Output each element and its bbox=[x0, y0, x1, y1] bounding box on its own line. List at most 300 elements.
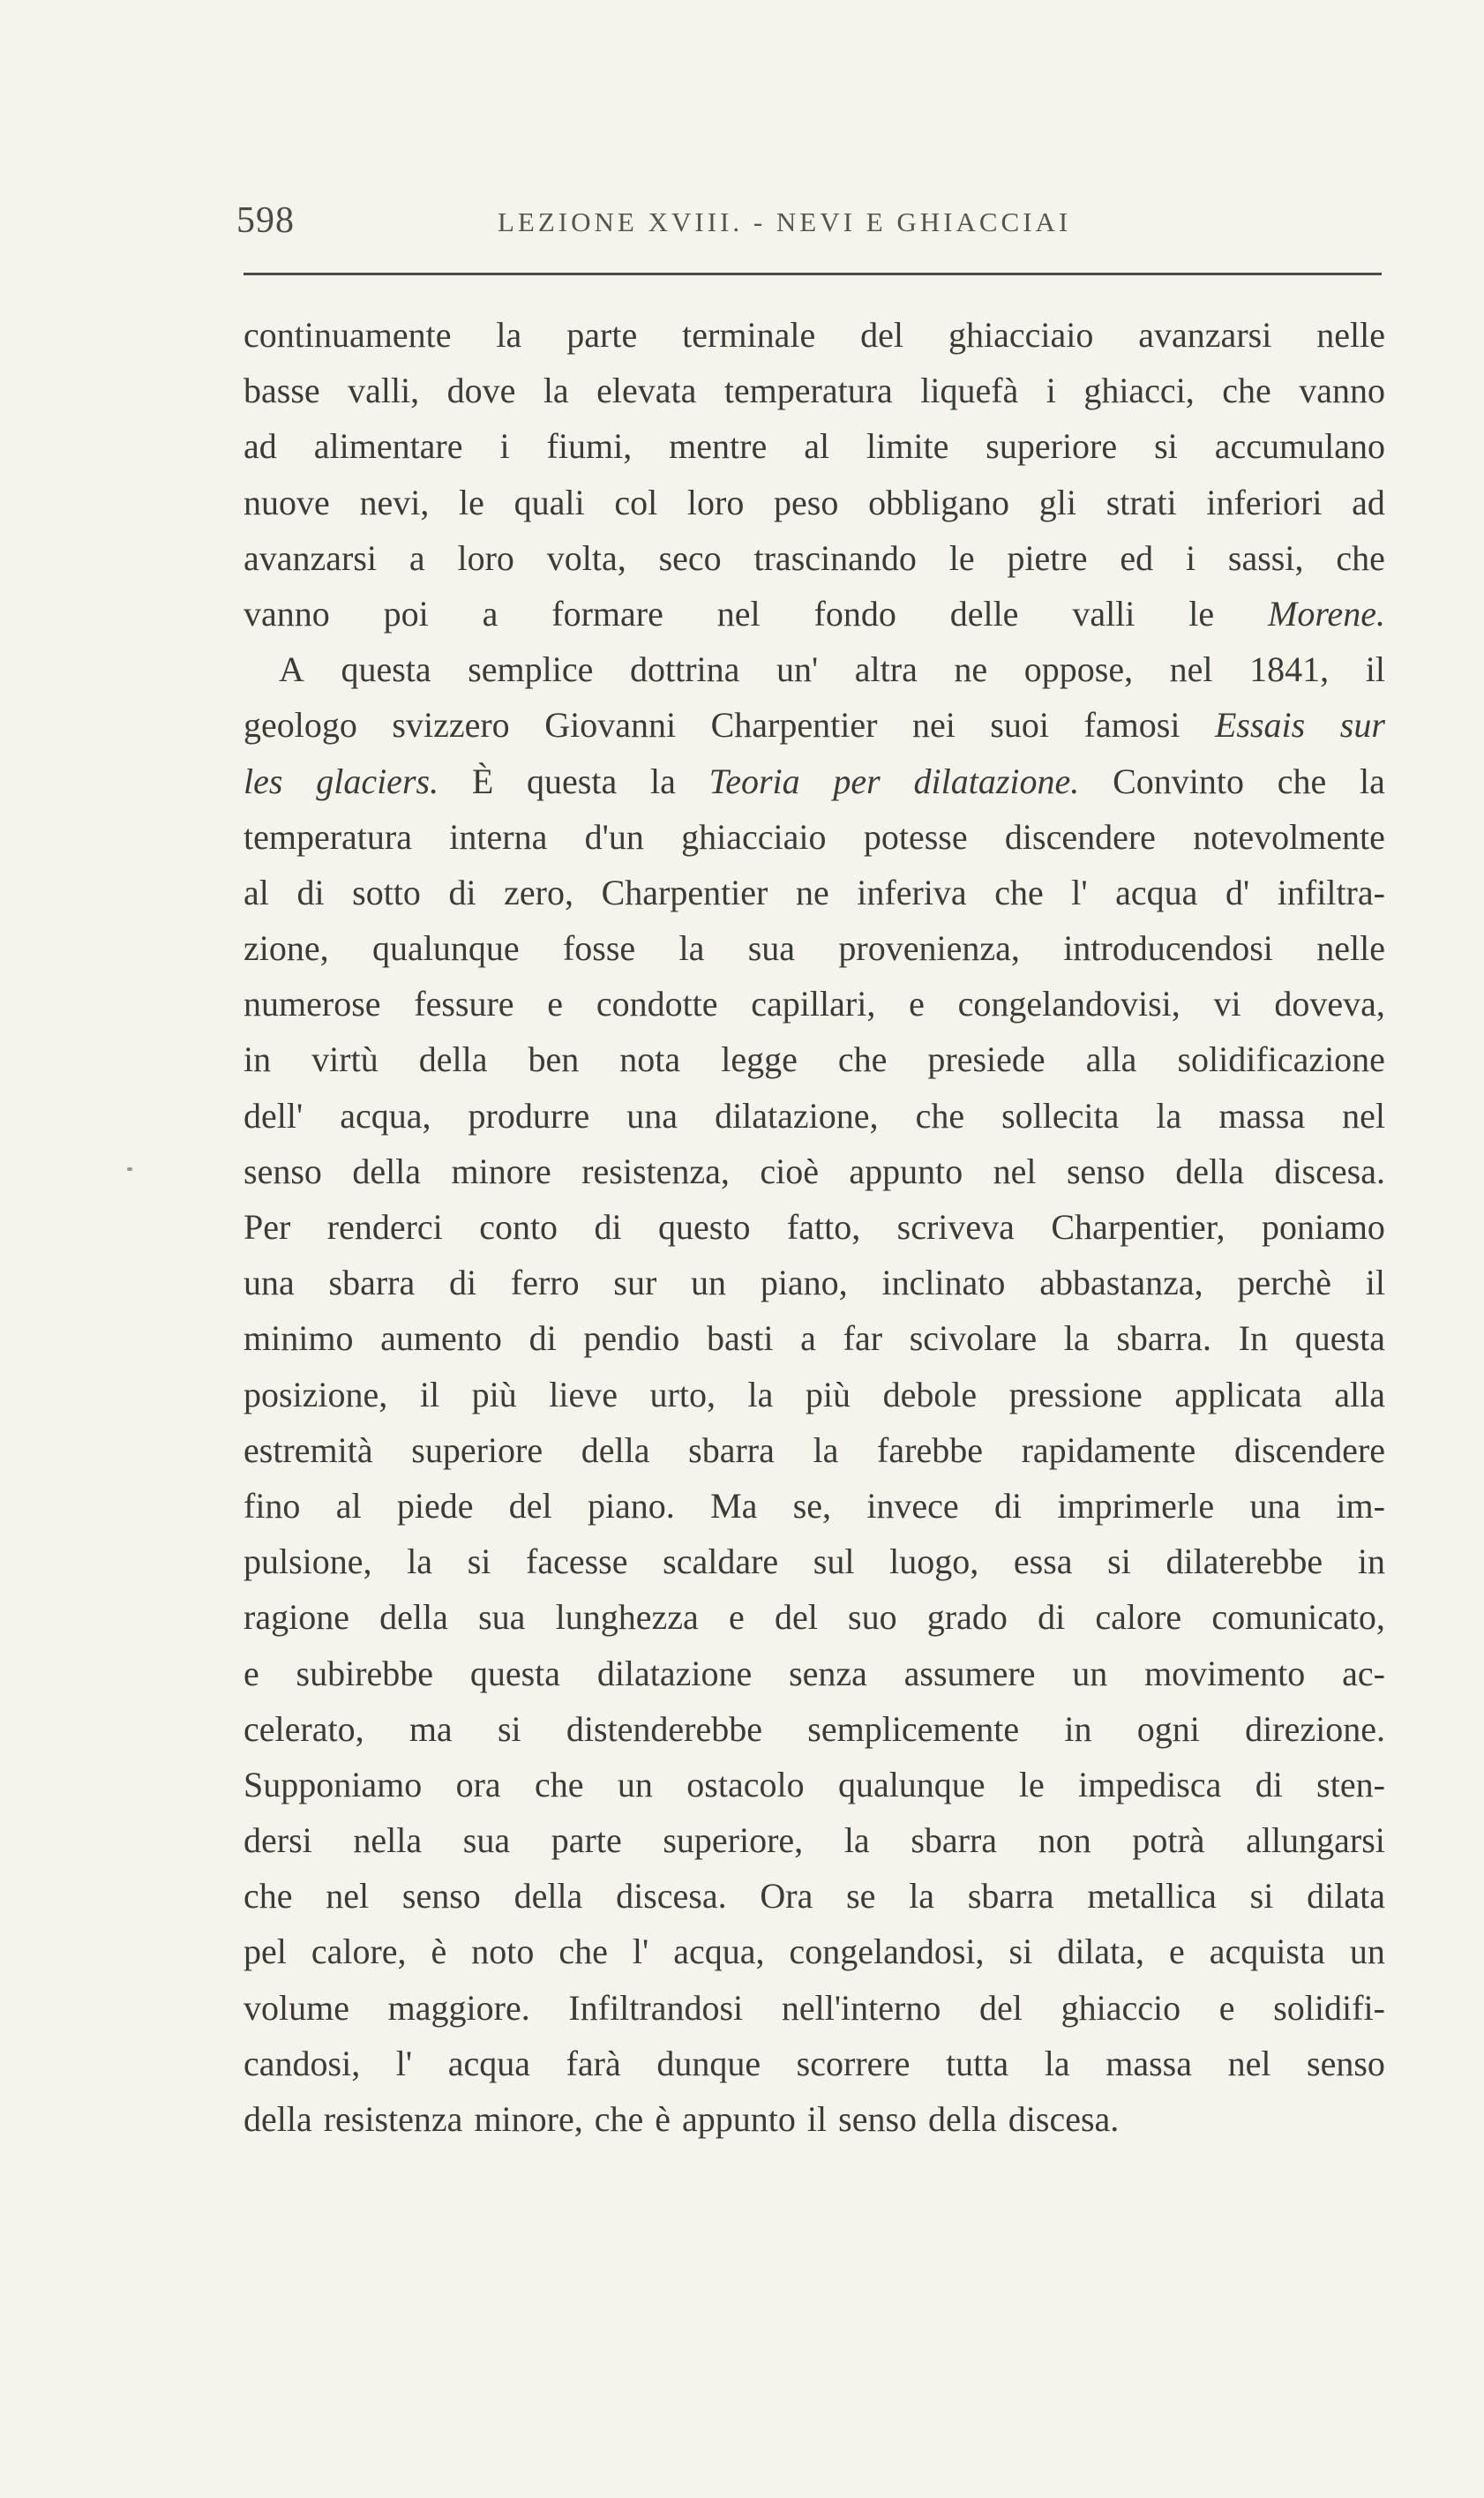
word: la bbox=[496, 315, 522, 355]
word: ad bbox=[1352, 482, 1385, 522]
word: comunicato, bbox=[1211, 1597, 1385, 1638]
word: sbarra bbox=[688, 1429, 775, 1470]
running-head: LEZIONE XVIII. - NEVI E GHIACCIAI bbox=[498, 206, 1072, 237]
text-line bbox=[244, 1924, 1385, 1979]
word: temperatura bbox=[723, 371, 893, 411]
text-line bbox=[244, 641, 1385, 697]
word: si bbox=[467, 1542, 491, 1582]
word: temperatura bbox=[244, 816, 412, 857]
text-line bbox=[244, 1199, 1385, 1255]
word: debole bbox=[882, 1374, 978, 1414]
word: discesa. bbox=[616, 1876, 727, 1917]
word: direzione. bbox=[1245, 1708, 1385, 1749]
word: continuamente bbox=[244, 315, 452, 355]
word: la bbox=[1044, 2043, 1070, 2083]
word: fessure bbox=[414, 984, 514, 1024]
word: se, bbox=[792, 1485, 832, 1526]
word: candosi, bbox=[244, 2043, 361, 2083]
word: una bbox=[1249, 1485, 1301, 1526]
word: È bbox=[471, 761, 494, 801]
word: di bbox=[1255, 1764, 1283, 1804]
word: che bbox=[535, 1764, 584, 1804]
word: Charpentier bbox=[710, 705, 878, 746]
word: l' bbox=[1071, 872, 1088, 912]
word: questa bbox=[527, 761, 618, 801]
text-line bbox=[244, 1980, 1385, 2036]
word: della bbox=[352, 1151, 422, 1191]
word: nel bbox=[716, 593, 761, 634]
word: al bbox=[244, 872, 269, 912]
word: In bbox=[1238, 1318, 1269, 1359]
word: sua bbox=[747, 928, 796, 969]
word: nei bbox=[911, 705, 956, 746]
word: pel bbox=[244, 1932, 287, 1972]
word: avanzarsi bbox=[244, 537, 378, 578]
word: sbarra bbox=[328, 1263, 416, 1303]
word: del bbox=[774, 1597, 818, 1638]
word: resistenza bbox=[323, 2099, 463, 2139]
word: si bbox=[1249, 1876, 1274, 1917]
text-line bbox=[244, 418, 1385, 474]
word: si bbox=[1008, 1932, 1033, 1972]
word: basti bbox=[706, 1318, 774, 1359]
text-line bbox=[244, 1701, 1385, 1757]
word: è bbox=[431, 1932, 447, 1972]
word: im- bbox=[1336, 1485, 1385, 1526]
word: oppose, bbox=[1023, 649, 1134, 690]
word: ben bbox=[528, 1039, 580, 1080]
text-line bbox=[244, 865, 1385, 920]
word: scivolare bbox=[909, 1318, 1038, 1359]
word: Giovanni bbox=[544, 705, 677, 746]
text-line bbox=[244, 1868, 1385, 1924]
word: discesa. bbox=[1008, 2099, 1120, 2139]
word: ghiacciaio bbox=[948, 315, 1094, 355]
word: famosi bbox=[1083, 705, 1180, 746]
word: capillari, bbox=[751, 984, 876, 1024]
word: assumere bbox=[903, 1653, 1036, 1693]
word: lieve bbox=[549, 1374, 618, 1414]
word: sollecita bbox=[1001, 1095, 1120, 1136]
word: d'un bbox=[584, 816, 644, 857]
word: presiede bbox=[927, 1039, 1046, 1080]
word: nelle bbox=[1316, 315, 1385, 355]
word: vanno bbox=[1299, 371, 1385, 411]
word: ne bbox=[795, 872, 829, 912]
word: suoi bbox=[990, 705, 1050, 746]
text-line bbox=[244, 2036, 1385, 2091]
word: che bbox=[244, 1876, 293, 1917]
word: fosse bbox=[562, 928, 636, 969]
word: pulsione, bbox=[244, 1542, 372, 1582]
word: le bbox=[1188, 593, 1215, 634]
word: questa bbox=[341, 649, 431, 690]
word: questo bbox=[658, 1207, 751, 1247]
word: le bbox=[459, 482, 484, 522]
word: ma bbox=[408, 1708, 453, 1749]
word: minore bbox=[451, 1151, 551, 1191]
word: un bbox=[1072, 1653, 1108, 1693]
word: volume bbox=[244, 1987, 349, 2028]
word: minore, bbox=[474, 2099, 583, 2139]
word: farebbe bbox=[877, 1429, 983, 1470]
word: pressione bbox=[1008, 1374, 1143, 1414]
word: minimo bbox=[244, 1318, 354, 1359]
word: che bbox=[837, 1039, 888, 1080]
word: che bbox=[1277, 761, 1327, 801]
word: dilaterebbe bbox=[1165, 1542, 1323, 1582]
word: pietre bbox=[1007, 537, 1088, 578]
word: e bbox=[728, 1597, 745, 1638]
word: movimento bbox=[1144, 1653, 1306, 1693]
word: estremità bbox=[244, 1429, 373, 1470]
text-line bbox=[244, 976, 1385, 1031]
word: poi bbox=[383, 593, 429, 634]
word: di bbox=[993, 1485, 1023, 1526]
word: discesa. bbox=[1274, 1151, 1385, 1191]
word: luogo, bbox=[889, 1542, 979, 1582]
word: perchè bbox=[1237, 1263, 1331, 1303]
text-line bbox=[244, 697, 1385, 753]
word: poniamo bbox=[1261, 1207, 1385, 1247]
word: Ma bbox=[710, 1485, 758, 1526]
word: conto bbox=[479, 1207, 558, 1247]
word: suo bbox=[848, 1597, 897, 1638]
word: provenienza, bbox=[838, 928, 1020, 969]
word: accumulano bbox=[1214, 426, 1385, 467]
word: inclinato bbox=[881, 1263, 1006, 1303]
word: dell' bbox=[244, 1095, 304, 1136]
word: applicata bbox=[1174, 1374, 1302, 1414]
word: dilata, bbox=[1057, 1932, 1145, 1972]
word: dilatazione. bbox=[913, 761, 1080, 801]
word: gli bbox=[1038, 482, 1076, 522]
word: metallica bbox=[1087, 1876, 1217, 1917]
word: la bbox=[1156, 1095, 1182, 1136]
word: dunque bbox=[656, 2043, 761, 2083]
word: sbarra. bbox=[1116, 1318, 1212, 1359]
word: valli, bbox=[348, 371, 420, 411]
word: vanno bbox=[244, 593, 330, 634]
word: volta, bbox=[546, 537, 626, 578]
word: e bbox=[547, 984, 564, 1024]
word: della bbox=[1175, 1151, 1245, 1191]
word: piano. bbox=[587, 1485, 675, 1526]
word: parte bbox=[551, 1820, 622, 1861]
word: strati bbox=[1106, 482, 1177, 522]
word: un bbox=[691, 1263, 727, 1303]
word: ghiacciaio bbox=[681, 816, 827, 857]
word: sur bbox=[1339, 705, 1385, 746]
word: del bbox=[860, 315, 904, 355]
page-header bbox=[236, 199, 1383, 252]
word: scaldare bbox=[663, 1542, 779, 1582]
word: senso bbox=[244, 1151, 322, 1191]
word: numerose bbox=[244, 984, 381, 1024]
word: 1841, bbox=[1249, 649, 1330, 690]
word: un bbox=[1349, 1932, 1385, 1972]
word: liquefà bbox=[920, 371, 1019, 411]
word: sbarra bbox=[911, 1820, 998, 1861]
word: non bbox=[1038, 1820, 1091, 1861]
word: dersi bbox=[244, 1820, 312, 1861]
text-line bbox=[244, 586, 1385, 641]
word: pendio bbox=[583, 1318, 680, 1359]
word: la bbox=[678, 928, 705, 969]
word: la bbox=[1360, 761, 1385, 801]
word: qualunque bbox=[837, 1764, 986, 1804]
word: obbligano bbox=[868, 482, 1010, 522]
word: si bbox=[1107, 1542, 1131, 1582]
word: di bbox=[1038, 1597, 1066, 1638]
word: qualunque bbox=[371, 928, 520, 969]
word: la bbox=[813, 1429, 839, 1470]
word: sul bbox=[813, 1542, 855, 1582]
word: questa bbox=[1294, 1318, 1385, 1359]
word: limite bbox=[866, 426, 949, 467]
word: solidifi- bbox=[1273, 1987, 1385, 2028]
word: nell'interno bbox=[781, 1987, 941, 2028]
word: a bbox=[800, 1318, 816, 1359]
word: che bbox=[994, 872, 1044, 912]
word: superiore bbox=[986, 426, 1118, 467]
word: i bbox=[1185, 537, 1196, 578]
word: di bbox=[528, 1318, 557, 1359]
word: che bbox=[594, 2099, 644, 2139]
word: la bbox=[747, 1374, 774, 1414]
word: il bbox=[419, 1374, 440, 1414]
word: al bbox=[335, 1485, 362, 1526]
word: resistenza, bbox=[581, 1151, 730, 1191]
word: una bbox=[244, 1263, 295, 1303]
word: svizzero bbox=[392, 705, 510, 746]
word: di bbox=[594, 1207, 622, 1247]
word: più bbox=[805, 1374, 851, 1414]
word: formare bbox=[551, 593, 663, 634]
text-line bbox=[244, 1534, 1385, 1589]
word: più bbox=[471, 1374, 517, 1414]
word: Ora bbox=[760, 1876, 813, 1917]
word: loro bbox=[457, 537, 514, 578]
word: congelandosi, bbox=[789, 1932, 985, 1972]
word: calore, bbox=[311, 1932, 407, 1972]
word: ad bbox=[244, 426, 277, 467]
word: dilatazione bbox=[596, 1653, 753, 1693]
word: A bbox=[279, 649, 304, 690]
word: potrà bbox=[1132, 1820, 1205, 1861]
word: della bbox=[379, 1597, 448, 1638]
word: inferiva bbox=[857, 872, 967, 912]
word: nel bbox=[1342, 1095, 1385, 1136]
word: sotto bbox=[352, 872, 421, 912]
word: notevolmente bbox=[1193, 816, 1385, 857]
word: sassi, bbox=[1227, 537, 1304, 578]
word: ogni bbox=[1136, 1708, 1200, 1749]
word: a bbox=[408, 537, 425, 578]
word: i bbox=[499, 426, 510, 467]
word: senza bbox=[789, 1653, 867, 1693]
word: un' bbox=[776, 649, 819, 690]
word: posizione, bbox=[244, 1374, 388, 1414]
word: il bbox=[1365, 649, 1385, 690]
word: ostacolo bbox=[686, 1764, 805, 1804]
word: potesse bbox=[863, 816, 968, 857]
text-line bbox=[244, 920, 1385, 976]
word: superiore bbox=[411, 1429, 543, 1470]
word: del bbox=[979, 1987, 1023, 2028]
word: essa bbox=[1013, 1542, 1073, 1582]
word: della bbox=[928, 2099, 997, 2139]
word: altra bbox=[854, 649, 918, 690]
word: geologo bbox=[244, 705, 357, 746]
word: d' bbox=[1225, 872, 1250, 912]
word: senso bbox=[838, 2099, 918, 2139]
word: discendere bbox=[1233, 1429, 1385, 1470]
word: avanzarsi bbox=[1138, 315, 1272, 355]
word: nel bbox=[326, 1876, 370, 1917]
word: ferro bbox=[510, 1263, 580, 1303]
word: che bbox=[558, 1932, 608, 1972]
text-line bbox=[244, 530, 1385, 586]
text-line bbox=[244, 754, 1385, 809]
word: appunto bbox=[682, 2099, 796, 2139]
word: zione, bbox=[244, 928, 329, 969]
word: di bbox=[448, 872, 476, 912]
word: si bbox=[1154, 426, 1178, 467]
word: se bbox=[846, 1876, 876, 1917]
word: acqua bbox=[1115, 872, 1198, 912]
word: massa bbox=[1218, 1095, 1306, 1136]
word: le bbox=[1018, 1764, 1045, 1804]
word: senso bbox=[1066, 1151, 1145, 1191]
text-line bbox=[244, 1088, 1385, 1144]
word: semplice bbox=[468, 649, 594, 690]
word: e bbox=[1218, 1987, 1235, 2028]
word: seco bbox=[658, 537, 722, 578]
word: e bbox=[1169, 1932, 1185, 1972]
word: sbarra bbox=[967, 1876, 1054, 1917]
word: cioè bbox=[760, 1151, 819, 1191]
word: Charpentier, bbox=[1051, 1207, 1225, 1247]
word: nuove bbox=[244, 482, 330, 522]
word: Convinto bbox=[1113, 761, 1244, 801]
word: ac- bbox=[1342, 1653, 1385, 1693]
word: le bbox=[948, 537, 975, 578]
word: ghiacci, bbox=[1083, 371, 1195, 411]
text-line bbox=[244, 1757, 1385, 1812]
word: abbastanza, bbox=[1039, 1263, 1203, 1303]
word: peso bbox=[774, 482, 839, 522]
word: tutta bbox=[946, 2043, 1009, 2083]
word: nel bbox=[993, 1151, 1037, 1191]
word: discendere bbox=[1004, 816, 1156, 857]
text-line bbox=[244, 1812, 1385, 1868]
word: un bbox=[617, 1764, 653, 1804]
word: basse bbox=[244, 371, 320, 411]
word: trascinando bbox=[753, 537, 917, 578]
word: celerato, bbox=[244, 1708, 364, 1749]
word: acqua, bbox=[673, 1932, 765, 1972]
word: fondo bbox=[813, 593, 896, 634]
word: senso bbox=[1307, 2043, 1385, 2083]
text-line bbox=[244, 475, 1385, 530]
word: nella bbox=[353, 1820, 423, 1861]
word: è bbox=[655, 2099, 671, 2139]
word: far bbox=[843, 1318, 883, 1359]
word: la bbox=[543, 371, 569, 411]
word: dilata bbox=[1307, 1876, 1385, 1917]
word: sua bbox=[462, 1820, 511, 1861]
word: fiumi, bbox=[546, 426, 633, 467]
word: che bbox=[1222, 371, 1271, 411]
word: farà bbox=[566, 2043, 621, 2083]
word: l' bbox=[395, 2043, 413, 2083]
text-line bbox=[244, 1367, 1385, 1422]
text-line bbox=[244, 363, 1385, 418]
word: alimentare bbox=[313, 426, 463, 467]
word: renderci bbox=[326, 1207, 443, 1247]
word: della bbox=[513, 1876, 583, 1917]
word: la bbox=[909, 1876, 935, 1917]
word: Charpentier bbox=[601, 872, 768, 912]
word: Infiltrandosi bbox=[568, 1987, 744, 2028]
margin-mark bbox=[127, 1167, 132, 1171]
word: che bbox=[1336, 537, 1385, 578]
text-line bbox=[244, 1422, 1385, 1478]
word: fatto, bbox=[786, 1207, 861, 1247]
word: les bbox=[244, 761, 283, 801]
word: terminale bbox=[682, 315, 816, 355]
word: questa bbox=[469, 1653, 561, 1693]
word: della bbox=[581, 1429, 650, 1470]
word: urto, bbox=[649, 1374, 716, 1414]
text-line bbox=[244, 307, 1385, 363]
word: grado bbox=[926, 1597, 1008, 1638]
text-line bbox=[244, 2091, 1385, 2147]
word: i bbox=[1046, 371, 1056, 411]
word: distenderebbe bbox=[566, 1708, 763, 1749]
word: Supponiamo bbox=[244, 1764, 423, 1804]
page-number: 598 bbox=[236, 200, 295, 241]
word: la bbox=[1063, 1318, 1090, 1359]
word: nel bbox=[1227, 2043, 1271, 2083]
word: nevi, bbox=[359, 482, 430, 522]
word: che bbox=[915, 1095, 965, 1136]
word: senso bbox=[401, 1876, 481, 1917]
word: aumento bbox=[380, 1318, 502, 1359]
word: mentre bbox=[669, 426, 768, 467]
word: superiore, bbox=[663, 1820, 804, 1861]
word: produrre bbox=[468, 1095, 590, 1136]
word: interna bbox=[449, 816, 548, 857]
header-rule bbox=[244, 273, 1382, 275]
word: ragione bbox=[244, 1597, 349, 1638]
word: ora bbox=[455, 1764, 501, 1804]
word: in bbox=[1357, 1542, 1385, 1582]
text-line bbox=[244, 1031, 1385, 1087]
word: Essais bbox=[1214, 705, 1306, 746]
word: nelle bbox=[1316, 928, 1385, 969]
word: il bbox=[1365, 1263, 1385, 1303]
word: quali bbox=[513, 482, 585, 522]
word: alla bbox=[1085, 1039, 1137, 1080]
word: ghiaccio bbox=[1061, 1987, 1181, 2028]
word: sten- bbox=[1316, 1764, 1385, 1804]
word: loro bbox=[686, 482, 745, 522]
text-line bbox=[244, 1255, 1385, 1310]
word: Per bbox=[244, 1207, 291, 1247]
word: virtù bbox=[311, 1039, 378, 1080]
